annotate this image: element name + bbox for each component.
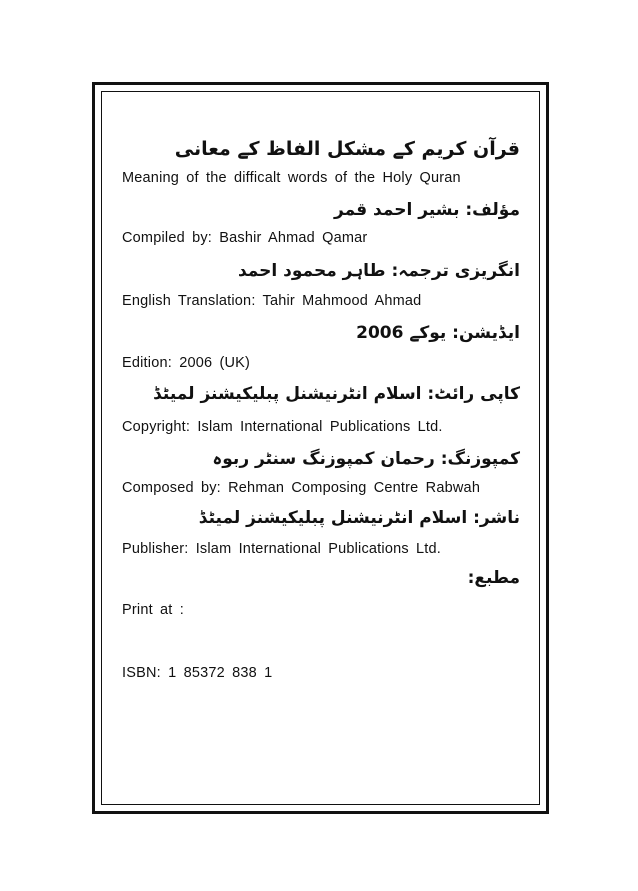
urdu-publisher: ناشر: اسلام انٹرنیشنل پبلیکیشنز لمیٹڈ (198, 508, 520, 528)
urdu-edition: ایڈیشن: یوکے 2006 (356, 323, 520, 343)
urdu-translator: انگریزی ترجمہ: طاہر محمود احمد (237, 261, 520, 281)
urdu-print: مطبع: (467, 568, 520, 588)
urdu-copyright: کاپی رائٹ: اسلام انٹرنیشنل پبلیکیشنز لمیٹڈ (153, 384, 520, 404)
urdu-compiler: مؤلف: بشیر احمد قمر (334, 200, 520, 220)
urdu-composed: کمپوزنگ: رحمان کمپوزنگ سنٹر ربوہ (212, 449, 520, 469)
english-publisher: Publisher: Islam International Publications Ltd. (122, 541, 442, 557)
urdu-title: قرآن کریم کے مشکل الفاظ کے معانی (174, 138, 520, 160)
english-edition: Edition: 2006 (UK) (122, 355, 251, 371)
english-print: Print at : (122, 602, 184, 618)
english-composed: Composed by: Rehman Composing Centre Rabwah (122, 480, 481, 496)
english-compiler: Compiled by: Bashir Ahmad Qamar (122, 230, 368, 246)
isbn: ISBN: 1 85372 838 1 (122, 665, 273, 681)
english-title: Meaning of the difficalt words of the Holy Quran (122, 170, 461, 186)
english-translator: English Translation: Tahir Mahmood Ahmad (122, 293, 422, 309)
english-copyright: Copyright: Islam International Publications Ltd. (122, 419, 443, 435)
